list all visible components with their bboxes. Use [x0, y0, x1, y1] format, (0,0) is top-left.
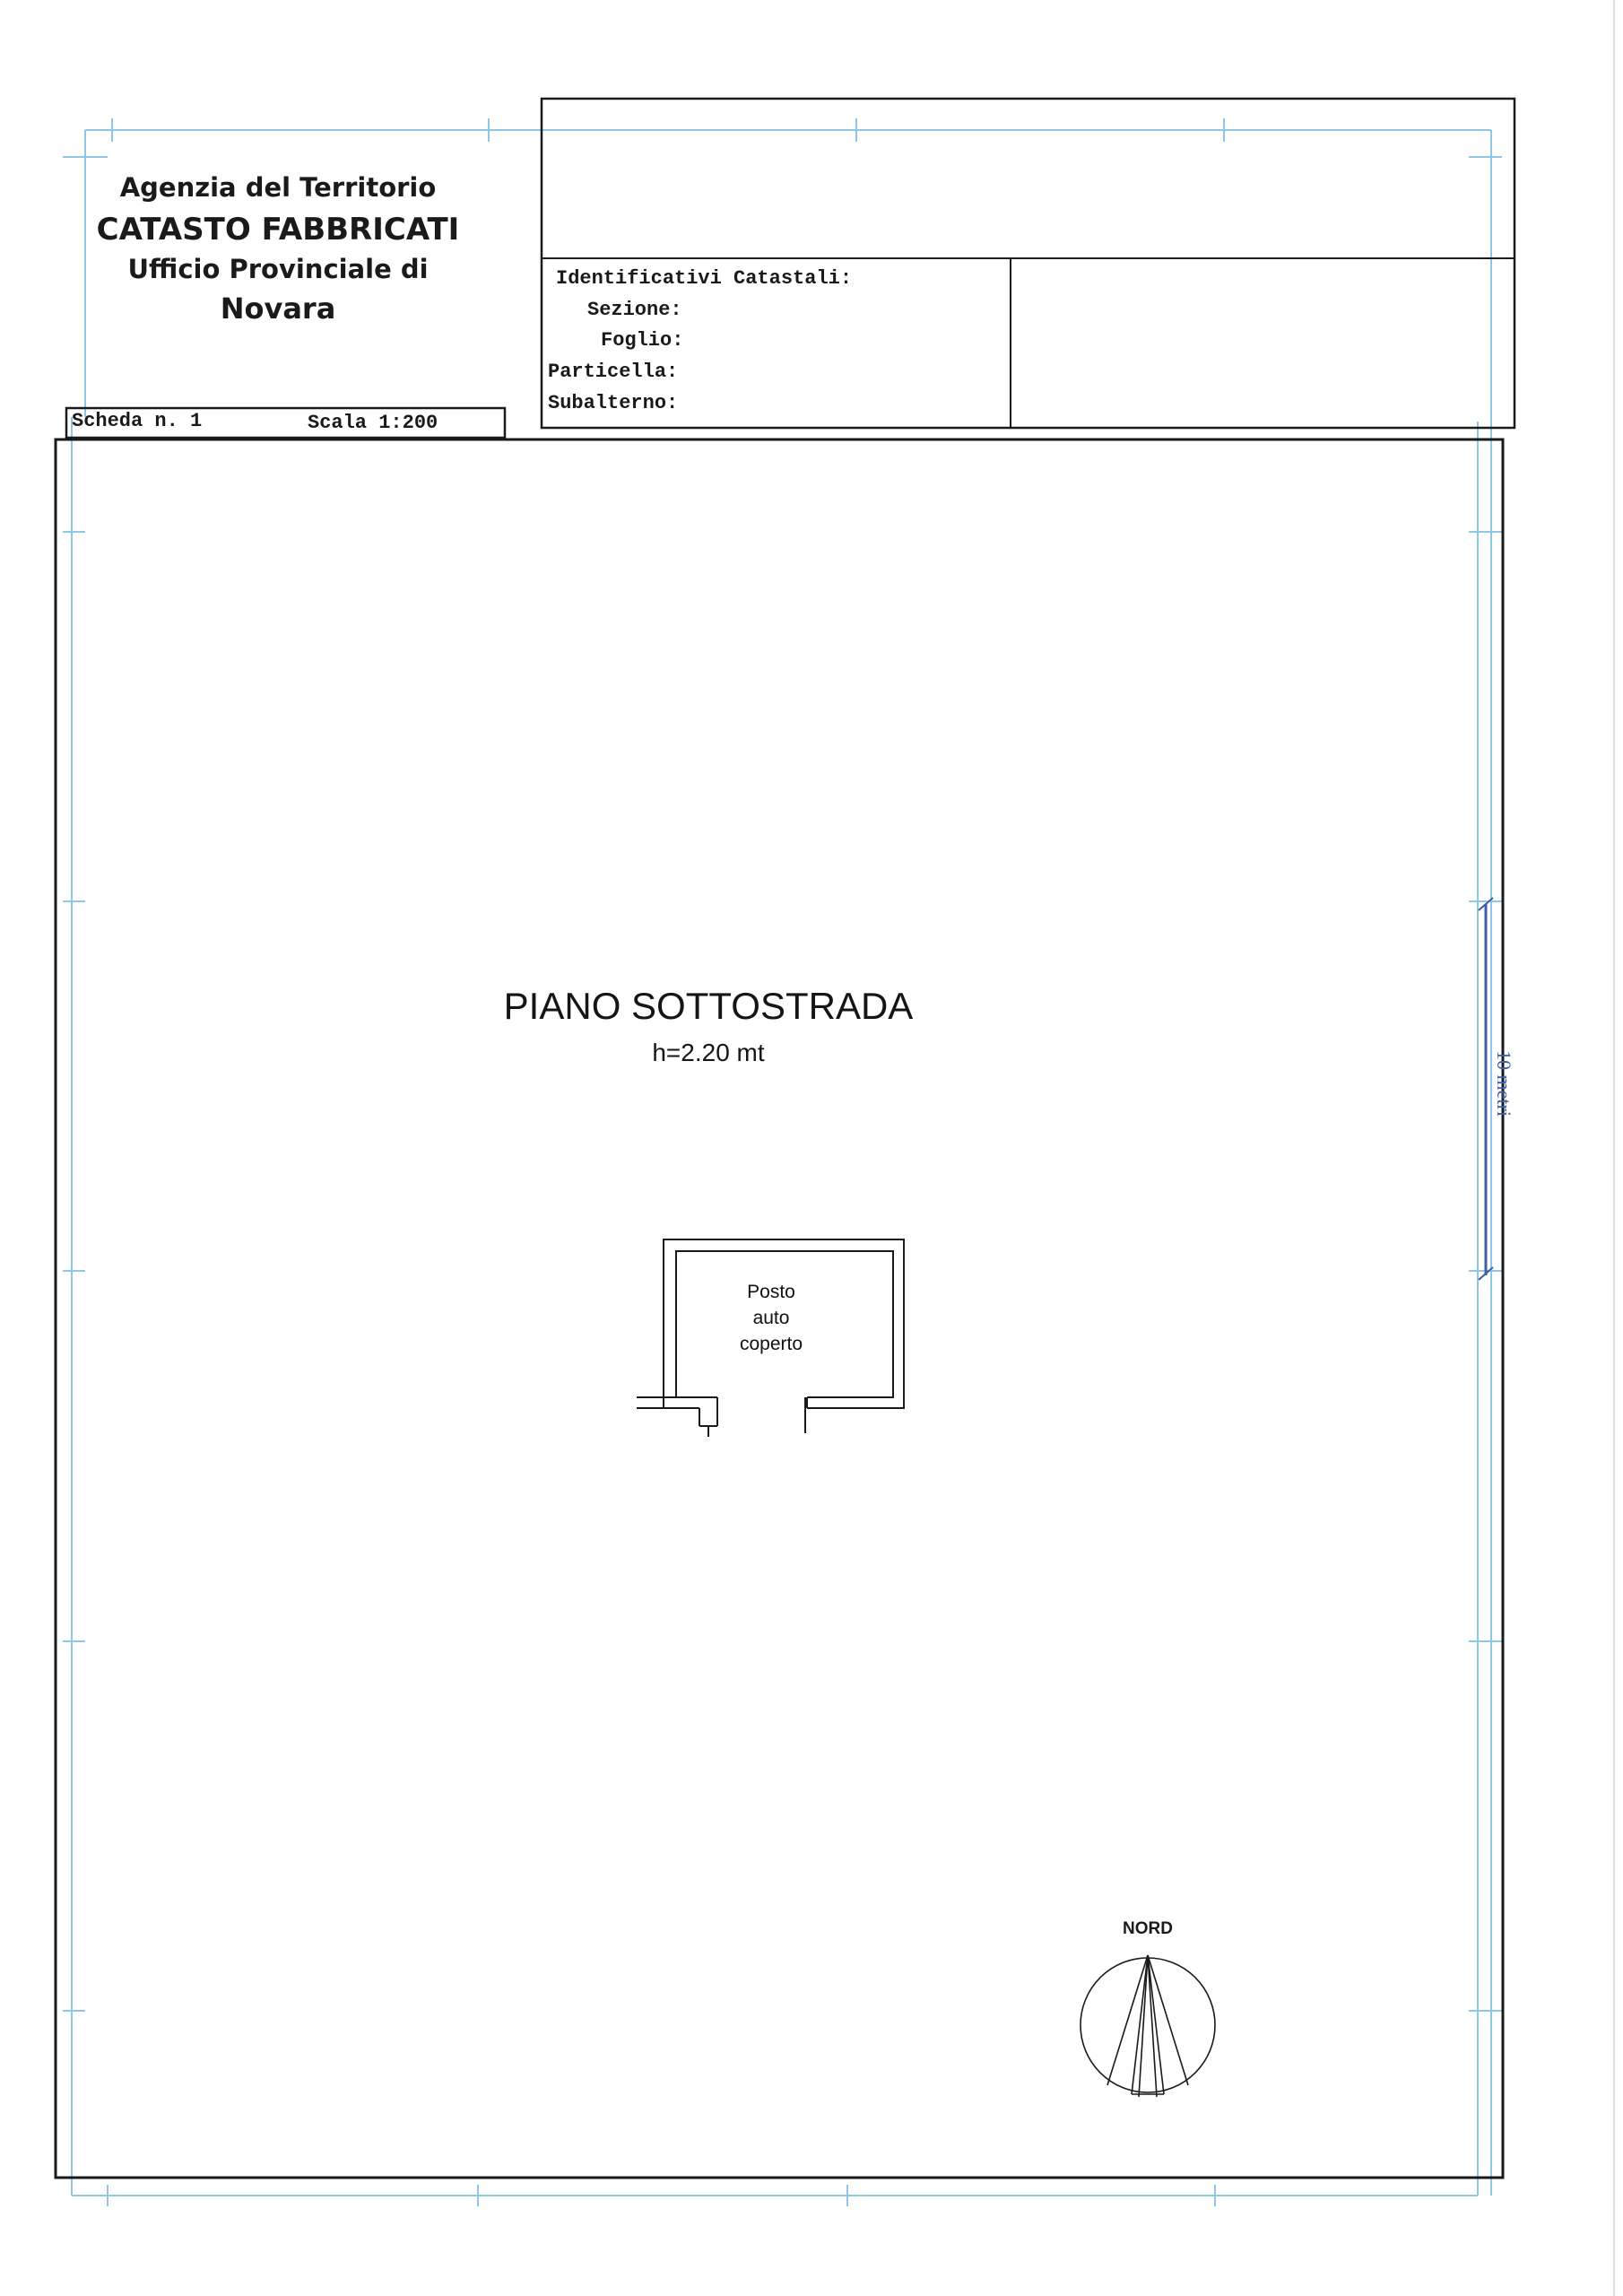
office-label: Ufficio Provinciale di — [127, 254, 429, 284]
sheet-number: Scheda n. 1 — [72, 410, 203, 432]
north-label: NORD — [1123, 1919, 1173, 1938]
identifiers-title: Identificativi Catastali: — [556, 267, 853, 290]
registry-title: CATASTO FABBRICATI — [96, 212, 460, 248]
scale-bar-label: 10 metri — [1493, 1050, 1515, 1117]
sheet-scale: Scala 1:200 — [308, 412, 438, 434]
floor-title: PIANO SOTTOSTRADA — [503, 985, 914, 1027]
floor-height: h=2.20 mt — [652, 1039, 765, 1066]
north-arrow-icon — [1081, 1955, 1215, 2097]
agency-name: Agenzia del Territorio — [119, 172, 437, 203]
field-foglio: Foglio: — [601, 329, 684, 352]
city-name: Novara — [220, 291, 336, 326]
guide-frame — [63, 118, 1502, 2206]
room-label — [708, 1279, 834, 1357]
room-label-line-3: coperto — [739, 1334, 803, 1354]
field-subalterno: Subalterno: — [548, 392, 679, 414]
room-label-line-2: auto — [752, 1308, 790, 1328]
room-label-line-1: Posto — [747, 1282, 795, 1302]
field-particella: Particella: — [548, 361, 679, 383]
field-sezione: Sezione: — [587, 299, 682, 321]
